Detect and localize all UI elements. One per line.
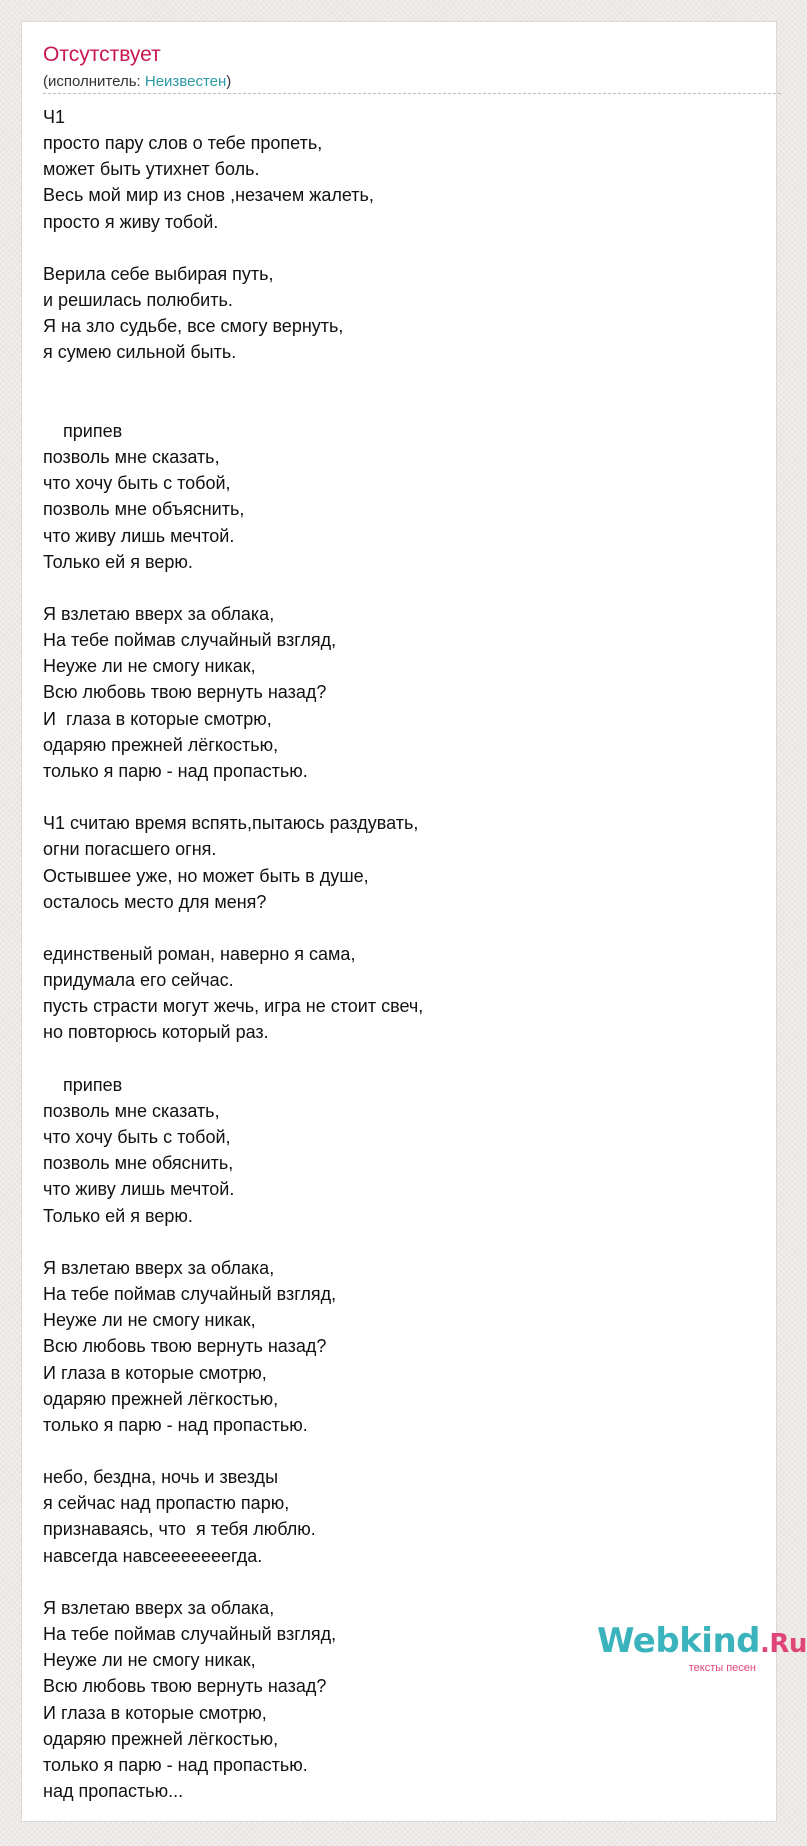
artist-link[interactable]: Неизвестен [144, 73, 227, 90]
logo-wordmark [597, 1621, 807, 1662]
logo-tagline: тексты песен [688, 1662, 756, 1674]
artist-prefix: (исполнитель: [43, 73, 145, 90]
site-logo[interactable] [597, 1621, 807, 1679]
logo-tld: .Ru [760, 1629, 807, 1659]
header-divider [43, 93, 781, 94]
lyrics-card [21, 21, 777, 1822]
lyrics-text: Ч1 просто пару слов о тебе пропеть, может быть утихнет боль. Весь мой мир из снов ,незачем жалеть, просто я живу тобой. Верила себе выбирая путь, и решилась полюбить. Я на зло судьбе, все смогу вернуть, я сумею сильной быть. припев позволь мне сказать, что хочу быть с тобой, позволь мне объяснить, что живу лишь мечтой. Только ей я верю. Я взлетаю вверх за облака, На тебе поймав случайный взгляд, Неуже ли не смогу никак, Всю любовь твою вернуть назад? И глаза в которые смотрю, одаряю прежней лёгкостью, только я парю - над пропастью. Ч1 считаю время вспять,пытаюсь раздувать, огни погасшего огня. Остывшее уже, но может быть в душе, осталось место для меня? единственый роман, наверно я сама, придумала его сейчас. пусть страсти могут жечь, игра не стоит свеч, но повторюсь который раз. припев позволь мне сказать, что хочу быть с тобой, позволь мне обяснить, что живу лишь мечтой. Только ей я верю. Я взлетаю вверх за облака, На тебе поймав случайный взгляд, Неуже ли не смогу никак, Всю любовь твою вернуть назад? И глаза в которые смотрю, одаряю прежней лёгкостью, только я парю - над пропастью. небо, бездна, ночь и звезды я сейчас над пропастю парю, признаваясь, что я тебя люблю. навсегда навсееееееегда. Я взлетаю вверх за облака, На тебе поймав случайный взгляд, Неуже ли не смогу никак, Всю любовь твою вернуть назад? И глаза в которые смотрю, одаряю прежней лёгкостью, только я парю - над пропастью. над пропастью... [43, 107, 424, 1801]
artist-suffix: ) [226, 73, 232, 90]
song-title: Отсутствует [43, 43, 161, 66]
logo-word: Webkind [597, 1621, 760, 1661]
artist-line [43, 73, 231, 91]
